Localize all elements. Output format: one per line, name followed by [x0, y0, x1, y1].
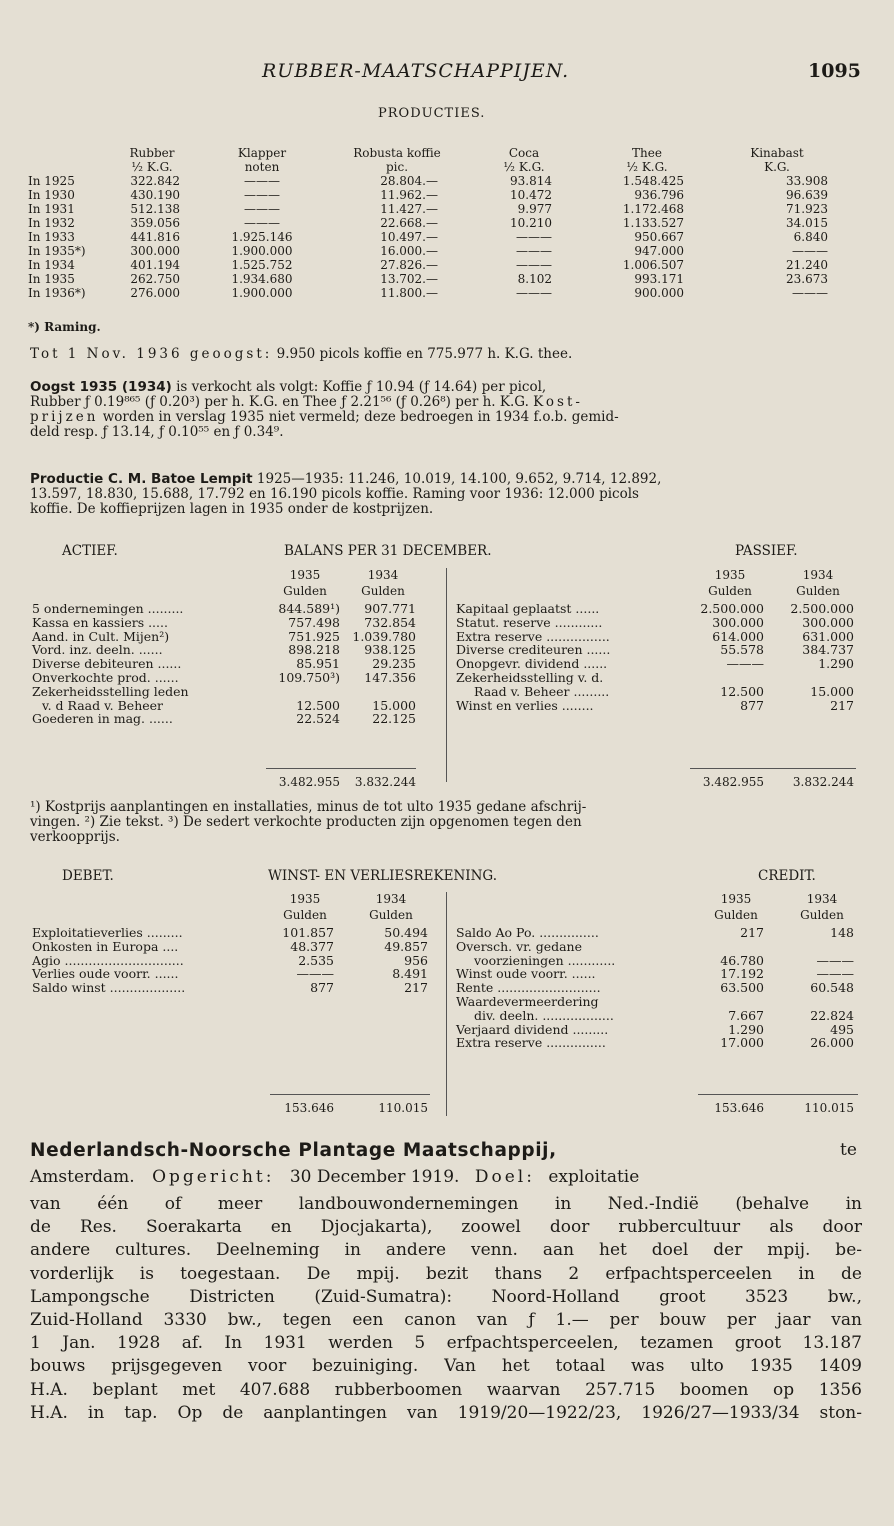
- winst-right-value-1935: 63.500: [720, 980, 764, 996]
- balans-right-value-1934: 217: [830, 697, 854, 713]
- balans-right-value-1934: 15.000: [810, 683, 854, 699]
- balans-right-value-1935: ———: [726, 656, 764, 672]
- company-body-line: andere cultures. Deelneming in andere venn. aan het doel der mpij. be-: [30, 1240, 862, 1261]
- balans-left-value-1934: 29.235: [372, 656, 416, 672]
- production-value-cell: ———: [244, 216, 280, 230]
- production-value-cell: 1.900.000: [231, 244, 293, 258]
- productie-line-3: koffie. De koffieprijzen lagen in 1935 onder de kostprijzen.: [30, 501, 434, 517]
- winst-left-value-1935: 48.377: [290, 938, 334, 954]
- production-value-cell: 11.427.—: [380, 202, 438, 216]
- production-value-cell: 262.750: [130, 272, 180, 286]
- balans-left-value-1934: 1.039.780: [352, 628, 416, 644]
- production-value-cell: 1.133.527: [622, 216, 684, 230]
- winst-right-value-1934: 495: [830, 1021, 854, 1037]
- winst-right-label: div. deeln. ..................: [474, 1007, 614, 1023]
- production-value-cell: 28.804.—: [380, 174, 438, 188]
- production-value-cell: 6.840: [793, 230, 828, 244]
- balans-right-value-1934: 631.000: [802, 628, 854, 644]
- unit-koffie: pic.: [385, 160, 409, 174]
- production-value-cell: 441.816: [130, 230, 180, 244]
- balans-right-values-1935: [676, 602, 764, 712]
- winst-left-value-1934: 956: [404, 952, 428, 968]
- production-value-cell: 936.796: [634, 188, 684, 202]
- company-body-line: Lampongsche Districten (Zuid-Sumatra): Noord-Holland groot 3523 bw.,: [30, 1286, 862, 1307]
- production-year-cell: In 1931: [28, 202, 75, 216]
- winst-left-labels: [32, 926, 272, 995]
- winst-right-value-1935: 17.000: [720, 1035, 764, 1051]
- balans-right-value-1935: 614.000: [712, 628, 764, 644]
- balans-left-label: 5 ondernemingen .........: [32, 601, 184, 616]
- balans-right-label: Winst en verlies ........: [456, 697, 594, 713]
- winst-credit-heading: CREDIT.: [758, 868, 816, 884]
- tot-label: Tot 1 Nov. 1936 geoogst:: [30, 346, 273, 362]
- production-value-cell: 10.497.—: [380, 230, 438, 244]
- winst-right-value-1935: 1.290: [728, 1021, 764, 1037]
- production-value-cell: 33.908: [786, 174, 828, 188]
- company-body-line: H.A. beplant met 407.688 rubberboomen waarvan 257.715 boomen op 1356: [30, 1379, 862, 1400]
- oogst-label: Oogst 1935 (1934): [30, 379, 172, 395]
- productie-label: Productie C. M. Batoe Lempit: [30, 471, 253, 487]
- winst-right-total-1935: 153.646: [714, 1101, 764, 1115]
- production-value-cell: ———: [792, 286, 828, 300]
- production-value-cell: 1.525.752: [231, 258, 293, 272]
- winst-left-value-1935: 2.535: [298, 952, 334, 968]
- balans-left-label: Goederen in mag. ......: [32, 711, 173, 727]
- balans-left-labels: [32, 602, 272, 726]
- production-table: [28, 146, 836, 300]
- balans-right-year-1935: 1935: [714, 568, 746, 582]
- balans-left-value-1935: 844.589¹): [278, 601, 340, 616]
- production-value-cell: 1.925.146: [231, 230, 293, 244]
- balans-left-value-1935: 85.951: [296, 656, 340, 672]
- production-row: [28, 230, 836, 244]
- production-value-cell: 96.639: [786, 188, 828, 202]
- winst-right-value-1934: ———: [816, 952, 854, 968]
- unit-coca: ½ K.G.: [503, 160, 545, 174]
- balans-left-label: Aand. in Cult. Mijen²): [32, 628, 170, 644]
- winst-right-label: Saldo Ao Po. ...............: [456, 925, 599, 940]
- head-thee: Thee: [632, 146, 662, 160]
- balans-title: BALANS PER 31 DECEMBER.: [284, 543, 492, 559]
- winst-title: WINST- EN VERLIESREKENING.: [268, 868, 498, 884]
- production-value-cell: ———: [516, 244, 552, 258]
- production-value-cell: ———: [516, 286, 552, 300]
- production-value-cell: 1.006.507: [622, 258, 684, 272]
- winst-right-unit-1934: Gulden: [800, 908, 844, 922]
- winst-left-value-1934: 49.857: [384, 938, 428, 954]
- production-value-cell: ———: [516, 230, 552, 244]
- balans-right-label: Onopgevr. dividend ......: [456, 656, 608, 672]
- balans-right-value-1935: 2.500.000: [700, 601, 764, 616]
- oogst-line-1: is verkocht als volgt: Koffie ƒ 10.94 (ƒ 14.64) per picol,: [176, 379, 547, 395]
- winst-left-label: Exploitatieverlies .........: [32, 925, 183, 940]
- winst-left-value-1934: 217: [404, 980, 428, 996]
- balans-right-total-1934: 3.832.244: [792, 775, 854, 789]
- winst-left-values-1934: [334, 926, 428, 995]
- winst-left-total-1935: 153.646: [284, 1101, 334, 1115]
- balans-left-value-1934: [340, 685, 416, 699]
- production-row: [28, 272, 836, 286]
- balans-right-value-1935: 55.578: [720, 642, 764, 658]
- winst-right-year-1935: 1935: [720, 892, 752, 906]
- winst-right-value-1934: 60.548: [810, 980, 854, 996]
- balans-left-year-1934: 1934: [367, 568, 399, 582]
- company-text-exploitatie: exploitatie: [548, 1167, 640, 1187]
- winst-right-unit-1935: Gulden: [714, 908, 758, 922]
- balans-left-value-1934: 147.356: [364, 669, 416, 685]
- balans-right-labels: [456, 602, 692, 712]
- production-footnote: *) Raming.: [28, 320, 101, 334]
- oogst-line-2: Rubber ƒ 0.19⁸⁶⁵ (ƒ 0.20³) per h. K.G. en Thee ƒ 2.21⁵⁶ (ƒ 0.26⁸) per h. K.G.: [30, 394, 529, 410]
- company-body-line: 1 Jan. 1928 af. In 1931 werden 5 erfpachtsperceelen, tezamen groot 13.187: [30, 1333, 862, 1354]
- production-value-cell: 71.923: [786, 202, 828, 216]
- balans-left-value-1935: 22.524: [296, 711, 340, 727]
- balans-right-label: Statut. reserve ............: [456, 614, 603, 630]
- production-value-cell: 27.826.—: [380, 258, 438, 272]
- oogst-prijzen: prijzen: [30, 409, 99, 425]
- production-value-cell: 11.962.—: [380, 188, 438, 202]
- winst-right-label: Rente ..........................: [456, 980, 601, 996]
- winst-right-label: voorzieningen ............: [474, 952, 616, 968]
- balans-left-total-1935: 3.482.955: [278, 775, 340, 789]
- balans-right-label: Diverse crediteuren ......: [456, 642, 611, 658]
- company-name: Nederlandsch-Noorsche Plantage Maatschappij,: [30, 1140, 557, 1161]
- winst-right-value-1935: 46.780: [720, 952, 764, 968]
- production-value-cell: ———: [244, 174, 280, 188]
- balans-actief-heading: ACTIEF.: [62, 543, 118, 559]
- production-year-cell: In 1933: [28, 230, 75, 244]
- balans-left-unit-1934: Gulden: [361, 584, 405, 598]
- production-title: PRODUCTIES.: [378, 106, 486, 121]
- company-body-line: vorderlijk is toegestaan. De mpij. bezit thans 2 erfpachtsperceelen in de: [30, 1263, 862, 1284]
- winst-right-label: Extra reserve ...............: [456, 1035, 606, 1051]
- winst-right-value-1934: 148: [830, 925, 854, 940]
- balans-left-unit-1935: Gulden: [283, 584, 327, 598]
- company-text-amsterdam: Amsterdam.: [30, 1167, 135, 1187]
- balans-right-value-1935: 877: [740, 697, 764, 713]
- production-value-cell: 950.667: [634, 230, 684, 244]
- winst-right-value-1935: 217: [740, 925, 764, 940]
- balans-right-label: Kapitaal geplaatst ......: [456, 601, 600, 616]
- winst-right-label: Verjaard dividend .........: [456, 1021, 609, 1037]
- production-value-cell: 947.000: [634, 244, 684, 258]
- winst-right-label: Winst oude voorr. ......: [456, 966, 596, 982]
- balans-right-value-1935: 12.500: [720, 683, 764, 699]
- company-body: [30, 1193, 862, 1425]
- balans-left-value-1934: 22.125: [372, 711, 416, 727]
- balans-right-value-1934: 384.737: [802, 642, 854, 658]
- production-row: [28, 174, 836, 188]
- company-text-opgericht: Opgericht:: [152, 1167, 275, 1187]
- production-value-cell: 13.702.—: [380, 272, 438, 286]
- production-value-cell: 93.814: [510, 174, 552, 188]
- production-year-cell: In 1936*): [28, 286, 86, 300]
- production-value-cell: 512.138: [130, 202, 180, 216]
- production-value-cell: 8.102: [517, 272, 552, 286]
- balans-right-value-1934: [764, 671, 854, 685]
- winst-left-label: Saldo winst ...................: [32, 980, 186, 996]
- production-value-cell: ———: [244, 202, 280, 216]
- oogst-line-3: worden in verslag 1935 niet vermeld; deze bedroegen in 1934 f.o.b. gemid-: [102, 409, 619, 425]
- production-row: [28, 216, 836, 230]
- winst-right-label: Oversch. vr. gedane: [456, 938, 583, 954]
- balans-left-value-1935: 757.498: [288, 614, 340, 630]
- production-value-cell: 359.056: [130, 216, 180, 230]
- head-coca: Coca: [508, 146, 540, 160]
- balans-left-value-1935: 12.500: [296, 697, 340, 713]
- production-value-cell: 322.842: [130, 174, 180, 188]
- production-value-cell: ———: [244, 188, 280, 202]
- unit-kinabast: K.G.: [764, 160, 790, 174]
- production-head-row-1: [28, 146, 836, 160]
- balans-left-value-1934: 15.000: [372, 697, 416, 713]
- head-klapper: Klapper: [237, 146, 287, 160]
- balans-divider: [446, 568, 447, 782]
- production-year-cell: In 1935: [28, 272, 75, 286]
- balans-left-total-rule: [266, 768, 416, 769]
- production-value-cell: 993.171: [634, 272, 684, 286]
- winst-right-value-1935: 17.192: [720, 966, 764, 982]
- production-year-cell: In 1934: [28, 258, 75, 272]
- winst-divider: [446, 892, 447, 1116]
- production-value-cell: 900.000: [634, 286, 684, 300]
- winst-right-labels: [456, 926, 692, 1050]
- balans-left-label: Zekerheidsstelling leden: [32, 683, 189, 699]
- productie-line-2: 13.597, 18.830, 15.688, 17.792 en 16.190 picols koffie. Raming voor 1936: 12.000 picols: [30, 486, 639, 502]
- winst-right-year-1934: 1934: [806, 892, 838, 906]
- balans-right-year-1934: 1934: [802, 568, 834, 582]
- winst-left-label: Verlies oude voorr. ......: [32, 966, 179, 982]
- balans-right-unit-1934: Gulden: [796, 584, 840, 598]
- company-body-line: de Res. Soerakarta en Djocjakarta), zoowel door rubbercultuur als door: [30, 1217, 862, 1238]
- balans-left-value-1935: 751.925: [288, 628, 340, 644]
- head-koffie: Robusta koffie: [353, 146, 441, 160]
- company-text-date: 30 December 1919.: [289, 1167, 460, 1187]
- winst-right-value-1934: 22.824: [810, 1007, 854, 1023]
- production-value-cell: 21.240: [786, 258, 828, 272]
- winst-right-label: Waardevermeerdering: [456, 993, 599, 1009]
- production-value-cell: 401.194: [130, 258, 180, 272]
- production-value-cell: 1.172.468: [622, 202, 684, 216]
- head-rubber: Rubber: [129, 146, 175, 160]
- balans-left-year-1935: 1935: [289, 568, 321, 582]
- balans-left-values-1934: [340, 602, 416, 726]
- company-text-doel: Doel:: [474, 1167, 535, 1187]
- production-value-cell: 276.000: [130, 286, 180, 300]
- winst-left-total-1934: 110.015: [378, 1101, 428, 1115]
- running-title: RUBBER-MAATSCHAPPIJEN.: [262, 60, 570, 82]
- winst-right-values-1935: [676, 926, 764, 1050]
- head-kinabast: Kinabast: [750, 146, 804, 160]
- production-value-cell: 10.472: [510, 188, 552, 202]
- balans-right-values-1934: [764, 602, 854, 712]
- balans-note-2: vingen. ²) Zie tekst. ³) De sedert verkochte producten zijn opgenomen tegen den: [30, 814, 582, 830]
- winst-left-unit-1934: Gulden: [369, 908, 413, 922]
- production-row: [28, 202, 836, 216]
- winst-left-year-1935: 1935: [289, 892, 321, 906]
- balans-left-value-1935: 898.218: [288, 642, 340, 658]
- company-body-line: van één of meer landbouwondernemingen in Ned.-Indië (behalve in: [30, 1194, 862, 1214]
- winst-left-label: Onkosten in Europa ....: [32, 938, 179, 954]
- productie-paragraph: [30, 472, 661, 517]
- production-value-cell: 430.190: [130, 188, 180, 202]
- production-value-cell: ———: [516, 258, 552, 272]
- balans-notes: [30, 800, 586, 845]
- balans-left-value-1935: [258, 685, 340, 699]
- tot-text: 9.950 picols koffie en 775.977 h. K.G. thee.: [276, 346, 573, 362]
- production-value-cell: 22.668.—: [380, 216, 438, 230]
- production-value-cell: 1.548.425: [622, 174, 684, 188]
- winst-left-value-1934: 50.494: [384, 925, 428, 940]
- production-row: [28, 244, 836, 258]
- production-year-cell: In 1932: [28, 216, 75, 230]
- production-value-cell: 9.977: [517, 202, 552, 216]
- winst-right-values-1934: [764, 926, 854, 1050]
- production-value-cell: 300.000: [130, 244, 180, 258]
- production-value-cell: 10.210: [510, 216, 552, 230]
- balans-right-label: Zekerheidsstelling v. d.: [456, 669, 604, 685]
- balans-right-total-1935: 3.482.955: [702, 775, 764, 789]
- winst-left-value-1934: 8.491: [392, 966, 428, 982]
- production-value-cell: 23.673: [786, 272, 828, 286]
- winst-left-value-1935: 877: [310, 980, 334, 996]
- balans-right-value-1934: 300.000: [802, 614, 854, 630]
- production-value-cell: 11.800.—: [380, 286, 438, 300]
- production-row: [28, 286, 836, 300]
- balans-left-value-1934: 938.125: [364, 642, 416, 658]
- production-year-cell: In 1930: [28, 188, 75, 202]
- winst-left-year-1934: 1934: [375, 892, 407, 906]
- balans-right-value-1934: 2.500.000: [790, 601, 854, 616]
- balans-right-value-1935: 300.000: [712, 614, 764, 630]
- page-number: 1095: [808, 60, 861, 82]
- winst-right-value-1935: [676, 940, 764, 954]
- balans-left-label: v. d Raad v. Beheer: [42, 697, 164, 713]
- company-body-line: H.A. in tap. Op de aanplantingen van 1919/20—1922/23, 1926/27—1933/34 ston-: [30, 1402, 862, 1423]
- balans-left-values-1935: [258, 602, 340, 726]
- winst-debet-heading: DEBET.: [62, 868, 114, 884]
- production-row: [28, 188, 836, 202]
- winst-left-unit-1935: Gulden: [283, 908, 327, 922]
- unit-klapper: noten: [244, 160, 280, 174]
- oogst-line-4: deld resp. ƒ 13.14, ƒ 0.10⁵⁵ en ƒ 0.34⁹.: [30, 424, 284, 440]
- production-value-cell: ———: [792, 244, 828, 258]
- balans-left-total-1934: 3.832.244: [354, 775, 416, 789]
- winst-left-value-1935: ———: [296, 966, 334, 982]
- winst-left-value-1935: 101.857: [282, 925, 334, 940]
- winst-right-value-1935: 7.667: [728, 1007, 764, 1023]
- unit-thee: ½ K.G.: [626, 160, 668, 174]
- balans-note-3: verkoopprijs.: [30, 829, 120, 845]
- unit-rubber: ½ K.G.: [131, 160, 173, 174]
- productie-line-1: 1925—1935: 11.246, 10.019, 14.100, 9.652, 9.714, 12.892,: [256, 471, 662, 487]
- production-head-row-2: [28, 160, 836, 174]
- balans-left-label: Kassa en kassiers .....: [32, 614, 168, 630]
- production-value-cell: 1.900.000: [231, 286, 293, 300]
- winst-right-total-rule: [698, 1094, 858, 1095]
- production-year-cell: In 1935*): [28, 244, 86, 258]
- balans-note-1: ¹) Kostprijs aanplantingen en installaties, minus de tot ulto 1935 gedane afschrij-: [30, 799, 587, 815]
- balans-right-value-1935: [676, 671, 764, 685]
- balans-right-label: Extra reserve ................: [456, 628, 610, 644]
- balans-left-label: Diverse debiteuren ......: [32, 656, 182, 672]
- production-value-cell: 16.000.—: [380, 244, 438, 258]
- winst-right-total-1934: 110.015: [804, 1101, 854, 1115]
- balans-right-label: Raad v. Beheer .........: [474, 683, 610, 699]
- winst-right-value-1934: [764, 940, 854, 954]
- balans-passief-heading: PASSIEF.: [735, 543, 798, 559]
- winst-left-label: Agio ..............................: [32, 952, 184, 968]
- winst-left-total-rule: [270, 1094, 430, 1095]
- balans-left-label: Vord. inz. deeln. ......: [32, 642, 163, 658]
- winst-right-value-1935: [676, 995, 764, 1009]
- production-value-cell: 34.015: [786, 216, 828, 230]
- oogst-paragraph: [30, 380, 619, 440]
- production-year-cell: In 1925: [28, 174, 75, 188]
- production-value-cell: 1.934.680: [231, 272, 293, 286]
- company-text-te: te: [840, 1140, 857, 1160]
- balans-right-total-rule: [690, 768, 856, 769]
- winst-left-values-1935: [258, 926, 334, 995]
- balans-right-unit-1935: Gulden: [708, 584, 752, 598]
- balans-left-value-1934: 732.854: [364, 614, 416, 630]
- balans-left-label: Onverkochte prod. ......: [32, 669, 179, 685]
- oogst-kost: Kost-: [533, 394, 583, 410]
- balans-left-value-1934: 907.771: [364, 601, 416, 616]
- winst-right-value-1934: 26.000: [810, 1035, 854, 1051]
- company-first-line: [30, 1140, 857, 1161]
- company-body-line: Zuid-Holland 3330 bw., tegen een canon van ƒ 1.— per bouw per jaar van: [30, 1309, 862, 1330]
- winst-right-value-1934: [764, 995, 854, 1009]
- company-second-line: [30, 1167, 862, 1187]
- production-row: [28, 258, 836, 272]
- balans-left-value-1935: 109.750³): [278, 669, 340, 685]
- winst-right-value-1934: ———: [816, 966, 854, 982]
- balans-right-value-1934: 1.290: [818, 656, 854, 672]
- company-body-line: bouws prijsgegeven voor bezuiniging. Van het totaal was ulto 1935 1409: [30, 1356, 862, 1377]
